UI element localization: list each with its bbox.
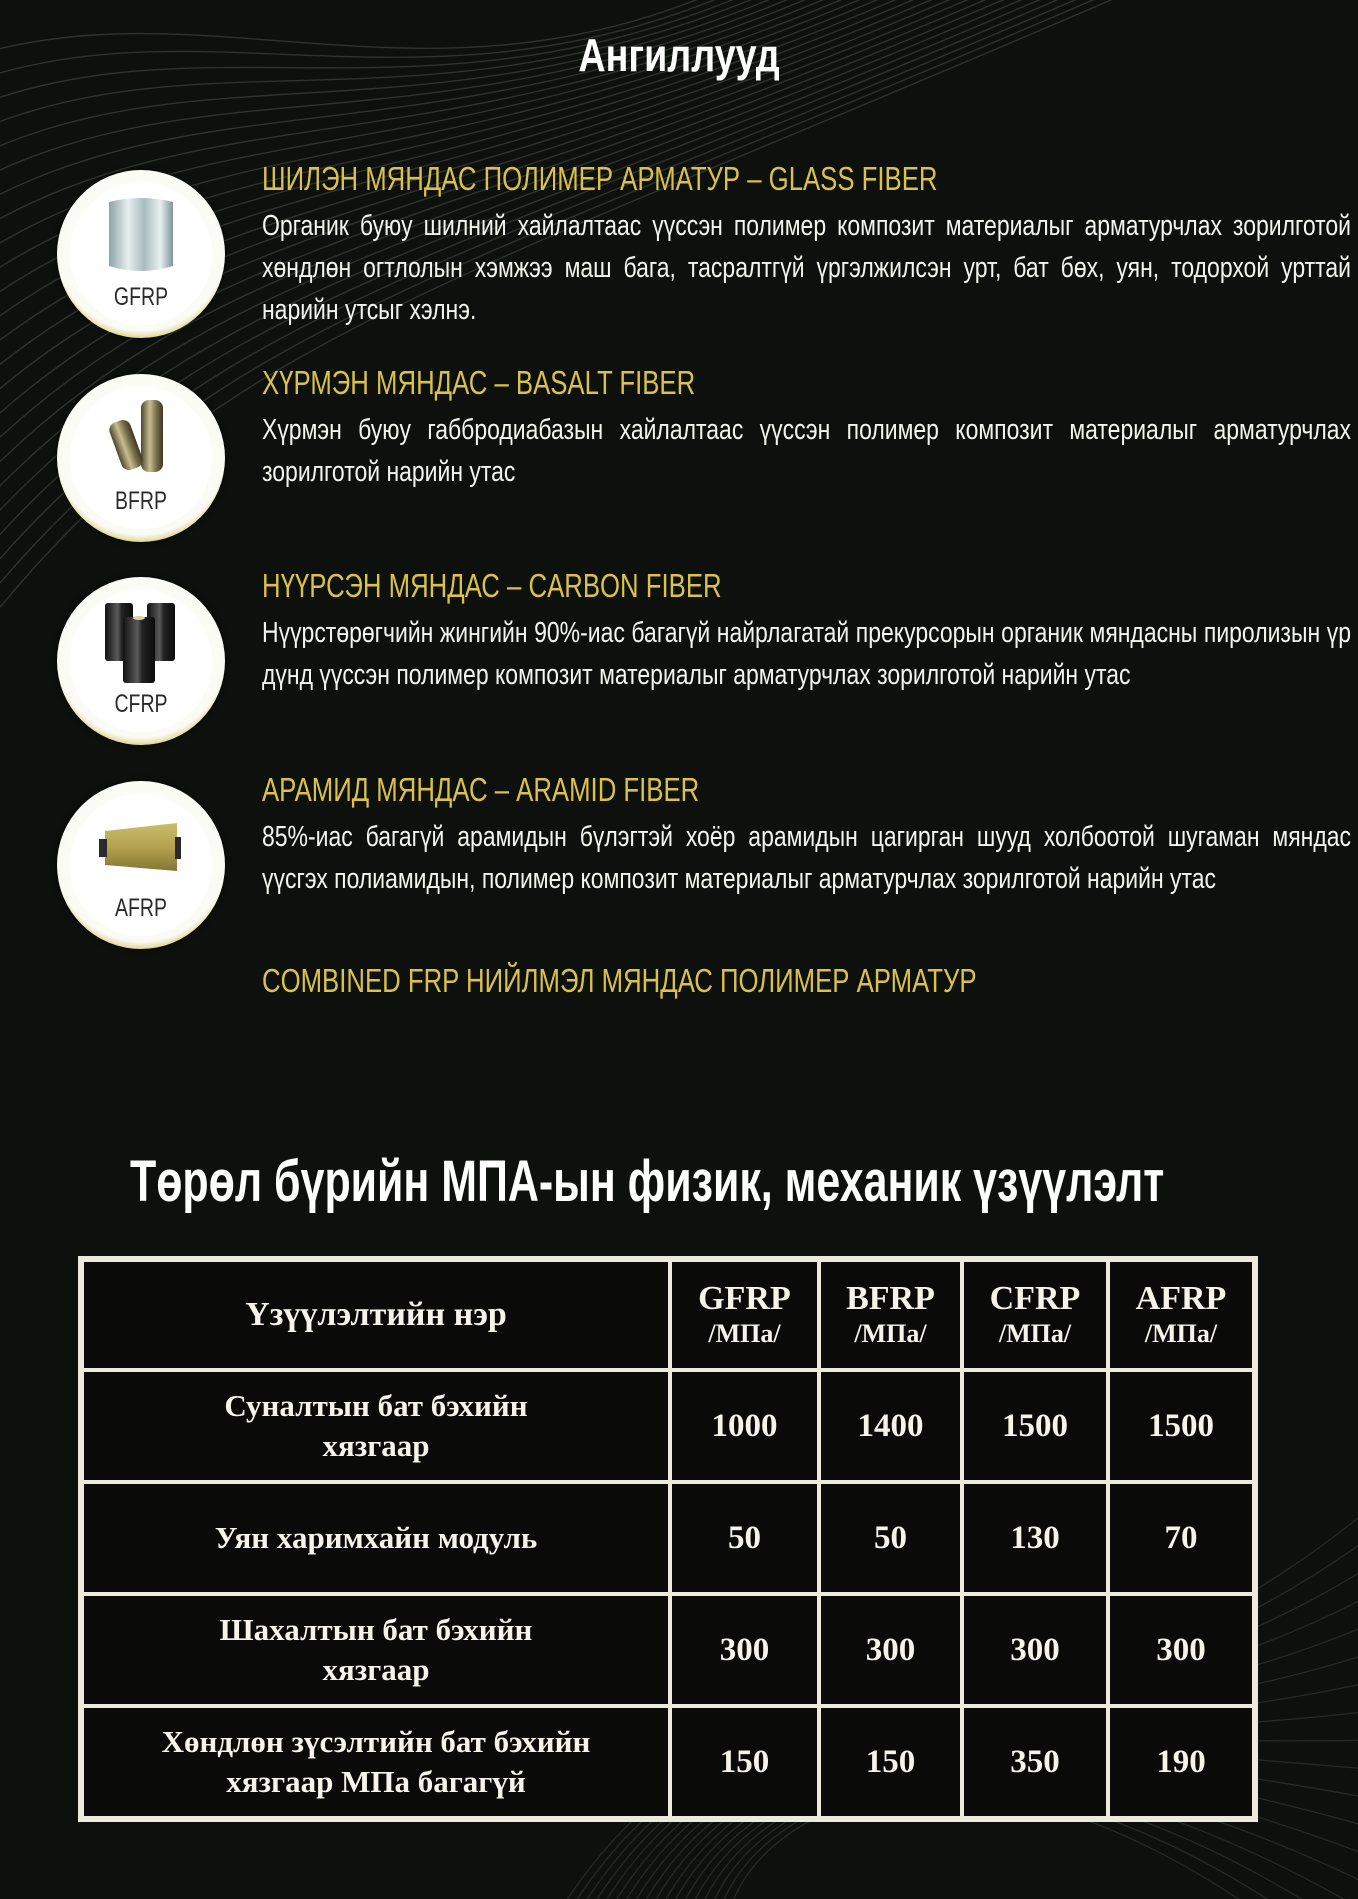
cell-bfrp: 1400 xyxy=(819,1370,962,1482)
basalt-fiber-spool-icon xyxy=(91,394,191,486)
glass-fiber-spool-icon xyxy=(91,190,191,282)
cell-gfrp: 300 xyxy=(670,1594,819,1706)
header-unit: /МПа/ xyxy=(854,1319,927,1348)
cell-bfrp: 50 xyxy=(819,1482,962,1594)
properties-table xyxy=(78,1256,1258,1822)
table-header-row xyxy=(82,1260,1254,1370)
table-row-elastic-modulus xyxy=(82,1482,1254,1594)
row-name xyxy=(82,1482,670,1594)
row-name xyxy=(82,1594,670,1706)
row-name-line: хязгаар xyxy=(322,1428,430,1463)
header-unit: /МПа/ xyxy=(708,1319,781,1348)
cell-afrp: 1500 xyxy=(1108,1370,1254,1482)
badge-label: CFRP xyxy=(114,690,168,718)
cell-bfrp: 300 xyxy=(819,1594,962,1706)
table-row-compressive-strength xyxy=(82,1594,1254,1706)
cell-bfrp: 150 xyxy=(819,1706,962,1818)
header-afrp xyxy=(1108,1260,1254,1370)
badge-afrp xyxy=(57,781,225,949)
header-label: AFRP xyxy=(1135,1280,1227,1317)
category-description: Нүүрстөрөгчийн жингийн 90%-иас багагүй найрлагатай прекурсорын органик мяндасны пиролизын үр дүнд үүссэн полимер композит материалыг арматурчлах зорилготой нарийн утас xyxy=(262,617,1351,691)
aramid-fiber-cone-icon xyxy=(91,801,191,893)
cell-gfrp: 50 xyxy=(670,1482,819,1594)
category-title: ХҮРМЭН МЯНДАС – BASALT FIBER xyxy=(262,364,696,401)
header-gfrp xyxy=(670,1260,819,1370)
row-name xyxy=(82,1706,670,1818)
category-title: АРАМИД МЯНДАС – ARAMID FIBER xyxy=(262,771,700,808)
badge-gfrp xyxy=(57,170,225,338)
cell-afrp: 300 xyxy=(1108,1594,1254,1706)
cell-cfrp: 1500 xyxy=(962,1370,1108,1482)
header-unit: /МПа/ xyxy=(1144,1319,1218,1348)
row-name-line: Уян харимхайн модуль xyxy=(214,1520,538,1555)
cell-gfrp: 150 xyxy=(670,1706,819,1818)
cell-afrp: 190 xyxy=(1108,1706,1254,1818)
cell-afrp: 70 xyxy=(1108,1482,1254,1594)
properties-title: Төрөл бүрийн МПА-ын физик, механик үзүүлэлт xyxy=(130,1149,1165,1214)
badge-label: AFRP xyxy=(114,894,168,922)
badge-label: BFRP xyxy=(114,487,168,515)
cell-cfrp: 300 xyxy=(962,1594,1108,1706)
table-row-tensile-strength xyxy=(82,1370,1254,1482)
row-name-line: Шахалтын бат бэхийн xyxy=(219,1612,533,1647)
page-title: Ангиллууд xyxy=(578,29,780,81)
cell-cfrp: 130 xyxy=(962,1482,1108,1594)
category-description: Хүрмэн буюу габбродиабазын хайлалтаас үүссэн полимер композит материалыг арматурчлах зорилготой нарийн утас xyxy=(262,414,1351,488)
category-title: ШИЛЭН МЯНДАС ПОЛИМЕР АРМАТУР – GLASS FIBER xyxy=(262,160,938,197)
header-parameter-name: Үзүүлэлтийн нэр xyxy=(82,1260,670,1370)
header-bfrp xyxy=(819,1260,962,1370)
category-title: НҮҮРСЭН МЯНДАС – CARBON FIBER xyxy=(262,567,722,604)
category-description: 85%-иас багагүй арамидын бүлэгтэй хоёр арамидын цагирган шууд холбоотой шугаман мяндас үүсгэх полиамидын, полимер композит материалыг арматурчлах зорилготой нарийн утас xyxy=(262,821,1351,895)
row-name-line: Хөндлөн зүсэлтийн бат бэхийн xyxy=(161,1724,591,1759)
carbon-fiber-spools-icon xyxy=(91,597,191,689)
table-row-shear-strength xyxy=(82,1706,1254,1818)
header-label: CFRP xyxy=(989,1280,1081,1317)
badge-label: GFRP xyxy=(113,283,169,311)
header-label: BFRP xyxy=(846,1280,935,1317)
row-name xyxy=(82,1370,670,1482)
cell-gfrp: 1000 xyxy=(670,1370,819,1482)
combined-frp-heading: COMBINED FRP НИЙЛМЭЛ МЯНДАС ПОЛИМЕР АРМАТУР xyxy=(262,962,977,999)
row-name-line: Суналтын бат бэхийн xyxy=(224,1388,528,1423)
header-label: GFRP xyxy=(698,1280,791,1317)
cell-cfrp: 350 xyxy=(962,1706,1108,1818)
badge-cfrp xyxy=(57,577,225,745)
row-name-line: хязгаар xyxy=(322,1652,430,1687)
header-unit: /МПа/ xyxy=(998,1319,1072,1348)
category-description: Органик буюу шилний хайлалтаас үүссэн полимер композит материалыг арматурчлах зорилготой хөндлөн огтлолын хэмжээ маш бага, тасралтгүй үргэлжилсэн урт, бат бөх, уян, тодорхой урттай нарийн утсыг хэлнэ. xyxy=(262,210,1351,326)
header-cfrp xyxy=(962,1260,1108,1370)
row-name-line: хязгаар МПа багагүй xyxy=(226,1764,526,1799)
badge-bfrp xyxy=(57,374,225,542)
